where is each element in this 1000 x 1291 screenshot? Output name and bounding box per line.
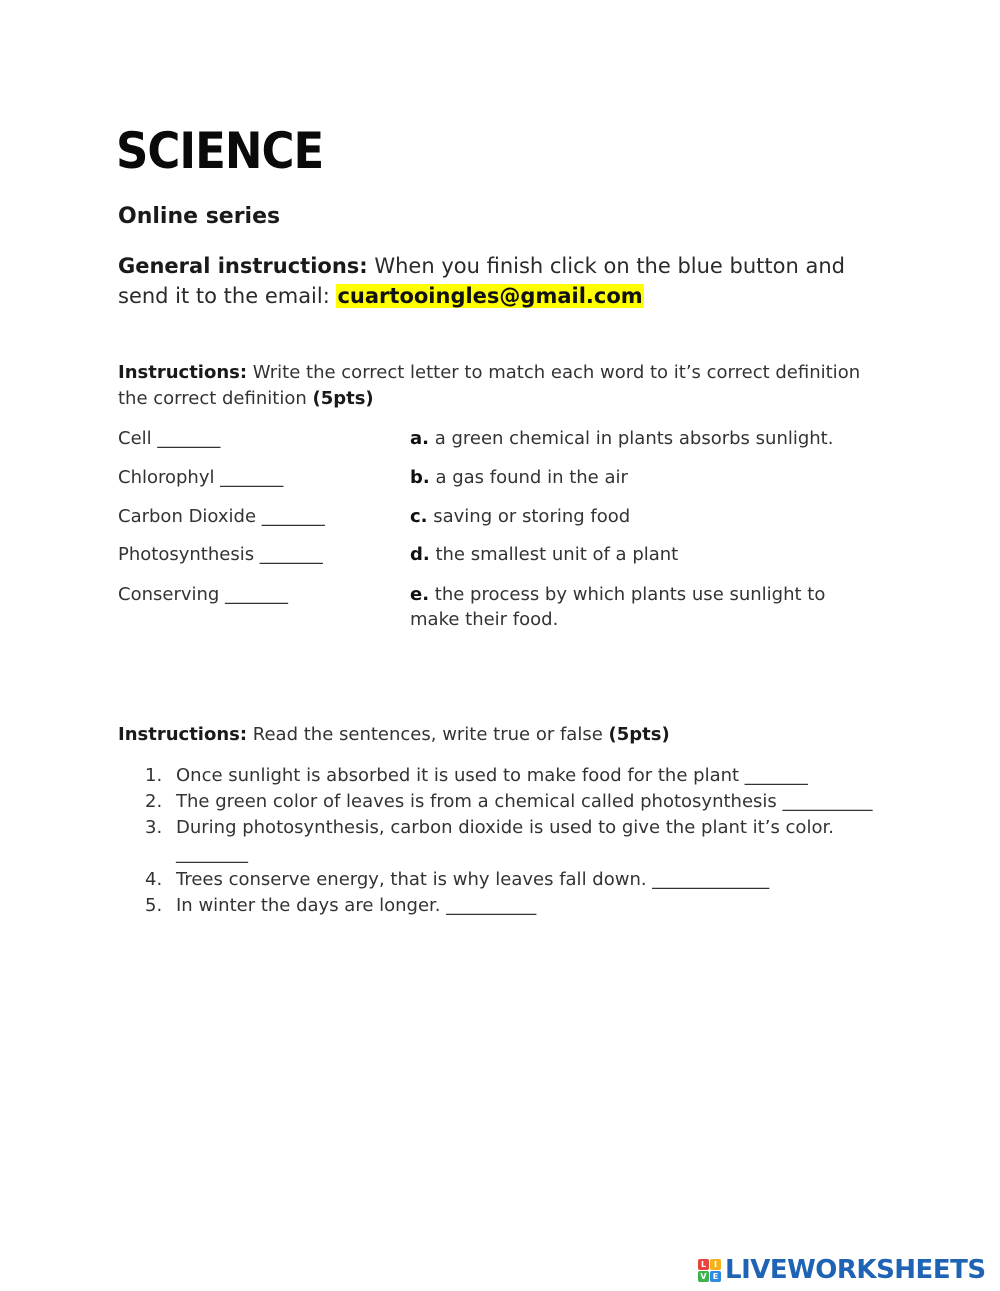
logo-tile: V — [698, 1271, 709, 1282]
email-address: cuartooingles@gmail.com — [337, 284, 643, 308]
logo-tile: E — [710, 1271, 721, 1282]
definition-text: the smallest unit of a plant — [429, 544, 679, 565]
true-false-points: (5pts) — [608, 724, 670, 745]
logo-tile: L — [698, 1259, 709, 1270]
definition-letter: c. — [410, 506, 428, 527]
logo-tile: I — [710, 1259, 721, 1270]
true-false-instructions — [118, 722, 888, 748]
list-item — [145, 815, 880, 867]
matching-word: Chlorophyl _______ — [118, 467, 284, 488]
matching-definition — [410, 542, 870, 567]
list-item — [145, 763, 880, 789]
matching-word: Conserving _______ — [118, 584, 289, 605]
page-title: SCIENCE — [116, 122, 324, 180]
item-number: 4. — [145, 869, 163, 890]
page-subtitle: Online series — [118, 204, 281, 229]
matching-instructions — [118, 360, 888, 412]
matching-word: Cell _______ — [118, 428, 221, 449]
item-text: Trees conserve energy, that is why leaves fall down. _____________ — [176, 869, 770, 890]
definition-letter: d. — [410, 544, 430, 565]
matching-instructions-label: Instructions: — [118, 362, 248, 383]
matching-word: Photosynthesis _______ — [118, 544, 323, 565]
definition-letter: e. — [410, 584, 430, 605]
logo-text: LIVEWORKSHEETS — [725, 1255, 986, 1285]
matching-points: (5pts) — [312, 388, 374, 409]
matching-definition — [410, 504, 870, 529]
matching-word: Carbon Dioxide _______ — [118, 506, 325, 527]
item-text: In winter the days are longer. __________ — [176, 895, 537, 916]
item-number: 2. — [145, 791, 163, 812]
true-false-list — [145, 763, 880, 919]
matching-definition — [410, 426, 870, 451]
matching-definition — [410, 582, 870, 632]
item-text: During photosynthesis, carbon dioxide is used to give the plant it’s color. ________ — [176, 817, 834, 864]
matching-definition — [410, 465, 870, 490]
true-false-instructions-text: Read the sentences, write true or false — [247, 724, 609, 745]
list-item — [145, 867, 880, 893]
definition-text: a gas found in the air — [429, 467, 628, 488]
item-text: Once sunlight is absorbed it is used to make food for the plant _______ — [176, 765, 808, 786]
true-false-instructions-label: Instructions: — [118, 724, 248, 745]
liveworksheets-logo[interactable] — [698, 1255, 986, 1285]
logo-mark-icon — [698, 1259, 721, 1282]
definition-text: saving or storing food — [427, 506, 631, 527]
item-number: 1. — [145, 765, 163, 786]
item-text: The green color of leaves is from a chemical called photosynthesis __________ — [176, 791, 873, 812]
definition-letter: a. — [410, 428, 429, 449]
general-instructions — [118, 251, 878, 311]
list-item — [145, 789, 880, 815]
general-instructions-label: General instructions: — [118, 254, 368, 278]
matching-instructions-text: Write the correct letter to match each word to it’s correct definition the correct definition — [118, 362, 861, 409]
definition-text: a green chemical in plants absorbs sunlight. — [428, 428, 834, 449]
item-number: 3. — [145, 817, 163, 838]
definition-text: the process by which plants use sunlight to make their food. — [410, 584, 826, 630]
definition-letter: b. — [410, 467, 430, 488]
list-item — [145, 893, 880, 919]
general-instructions-text: When you finish click on the blue button and send it to the email: — [118, 254, 845, 308]
item-number: 5. — [145, 895, 163, 916]
